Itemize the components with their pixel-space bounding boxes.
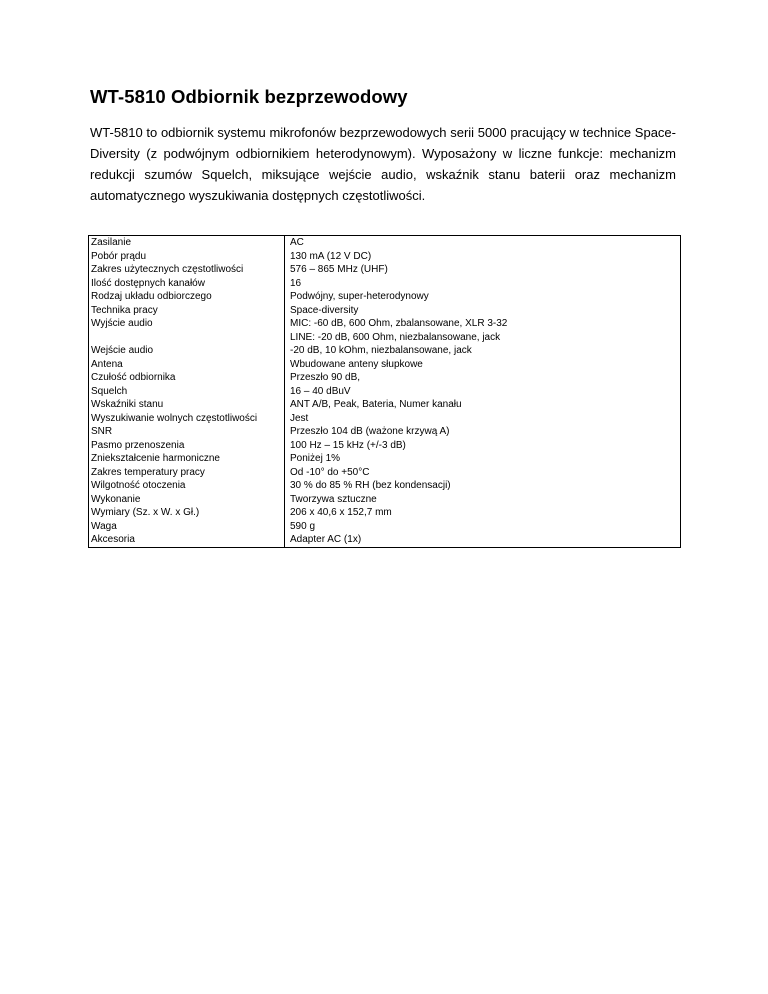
spec-label: Wyszukiwanie wolnych częstotliwości xyxy=(89,412,285,426)
spec-label: Rodzaj układu odbiorczego xyxy=(89,290,285,304)
table-row xyxy=(89,371,681,385)
spec-value: -20 dB, 10 kOhm, niezbalansowane, jack xyxy=(285,344,681,358)
table-row xyxy=(89,506,681,520)
table-row xyxy=(89,479,681,493)
spec-label: Wykonanie xyxy=(89,493,285,507)
spec-label: Zniekształcenie harmoniczne xyxy=(89,452,285,466)
table-row xyxy=(89,412,681,426)
spec-label: Antena xyxy=(89,358,285,372)
spec-value-line: MIC: -60 dB, 600 Ohm, zbalansowane, XLR 3-32 xyxy=(290,318,508,329)
spec-value: Poniżej 1% xyxy=(285,452,681,466)
spec-value: Space-diversity xyxy=(285,304,681,318)
spec-label: Wyjście audio xyxy=(89,317,285,344)
spec-value: Adapter AC (1x) xyxy=(285,533,681,547)
spec-label: Zakres temperatury pracy xyxy=(89,466,285,480)
table-row xyxy=(89,398,681,412)
spec-label: Pasmo przenoszenia xyxy=(89,439,285,453)
table-row xyxy=(89,466,681,480)
spec-label: Technika pracy xyxy=(89,304,285,318)
table-row xyxy=(89,250,681,264)
document-title: WT-5810 Odbiornik bezprzewodowy xyxy=(90,86,408,107)
spec-label: SNR xyxy=(89,425,285,439)
table-row xyxy=(89,277,681,291)
spec-value-line: LINE: -20 dB, 600 Ohm, niezbalansowane, jack xyxy=(290,331,501,343)
table-row xyxy=(89,344,681,358)
spec-label: Zasilanie xyxy=(89,236,285,250)
spec-value: Wbudowane anteny słupkowe xyxy=(285,358,681,372)
spec-label: Wymiary (Sz. x W. x Gł.) xyxy=(89,506,285,520)
spec-label: Ilość dostępnych kanałów xyxy=(89,277,285,291)
table-row xyxy=(89,236,681,250)
spec-label: Wskaźniki stanu xyxy=(89,398,285,412)
spec-value: 590 g xyxy=(285,520,681,534)
spec-value: Tworzywa sztuczne xyxy=(285,493,681,507)
table-row xyxy=(89,385,681,399)
spec-value: AC xyxy=(285,236,681,250)
table-row xyxy=(89,439,681,453)
spec-value: 130 mA (12 V DC) xyxy=(285,250,681,264)
spec-label: Akcesoria xyxy=(89,533,285,547)
spec-value: Przeszło 104 dB (ważone krzywą A) xyxy=(285,425,681,439)
table-row xyxy=(89,304,681,318)
spec-value: 100 Hz – 15 kHz (+/-3 dB) xyxy=(285,439,681,453)
spec-value: 206 x 40,6 x 152,7 mm xyxy=(285,506,681,520)
intro-paragraph: WT-5810 to odbiornik systemu mikrofonów bezprzewodowych serii 5000 pracujący w technice Space-Diversity (z podwójnym odbiornikiem heterodynowym). Wyposażony w liczne funkcje: mechanizm redukcji szumów Squelch, miksujące wejście audio, wskaźnik stanu baterii oraz mechanizm automatycznego wyszukiwania dostępnych częstotliwości. xyxy=(90,125,676,203)
spec-value: 576 – 865 MHz (UHF) xyxy=(285,263,681,277)
spec-label: Wilgotność otoczenia xyxy=(89,479,285,493)
spec-label: Zakres użytecznych częstotliwości xyxy=(89,263,285,277)
spec-label: Wejście audio xyxy=(89,344,285,358)
table-row xyxy=(89,317,681,344)
table-row xyxy=(89,290,681,304)
spec-value: 16 – 40 dBuV xyxy=(285,385,681,399)
table-row xyxy=(89,358,681,372)
spec-value-multiline xyxy=(285,317,681,344)
table-row xyxy=(89,452,681,466)
table-row xyxy=(89,520,681,534)
spec-value: 30 % do 85 % RH (bez kondensacji) xyxy=(285,479,681,493)
spec-label: Waga xyxy=(89,520,285,534)
spec-label: Pobór prądu xyxy=(89,250,285,264)
spec-value: ANT A/B, Peak, Bateria, Numer kanału xyxy=(285,398,681,412)
table-row xyxy=(89,425,681,439)
spec-label: Squelch xyxy=(89,385,285,399)
table-row xyxy=(89,493,681,507)
specifications-table xyxy=(88,235,681,548)
spec-label: Czułość odbiornika xyxy=(89,371,285,385)
table-row xyxy=(89,263,681,277)
spec-value: Przeszło 90 dB, xyxy=(285,371,681,385)
spec-value: Od -10° do +50°C xyxy=(285,466,681,480)
spec-value: 16 xyxy=(285,277,681,291)
spec-value: Jest xyxy=(285,412,681,426)
spec-value: Podwójny, super-heterodynowy xyxy=(285,290,681,304)
table-row xyxy=(89,533,681,547)
